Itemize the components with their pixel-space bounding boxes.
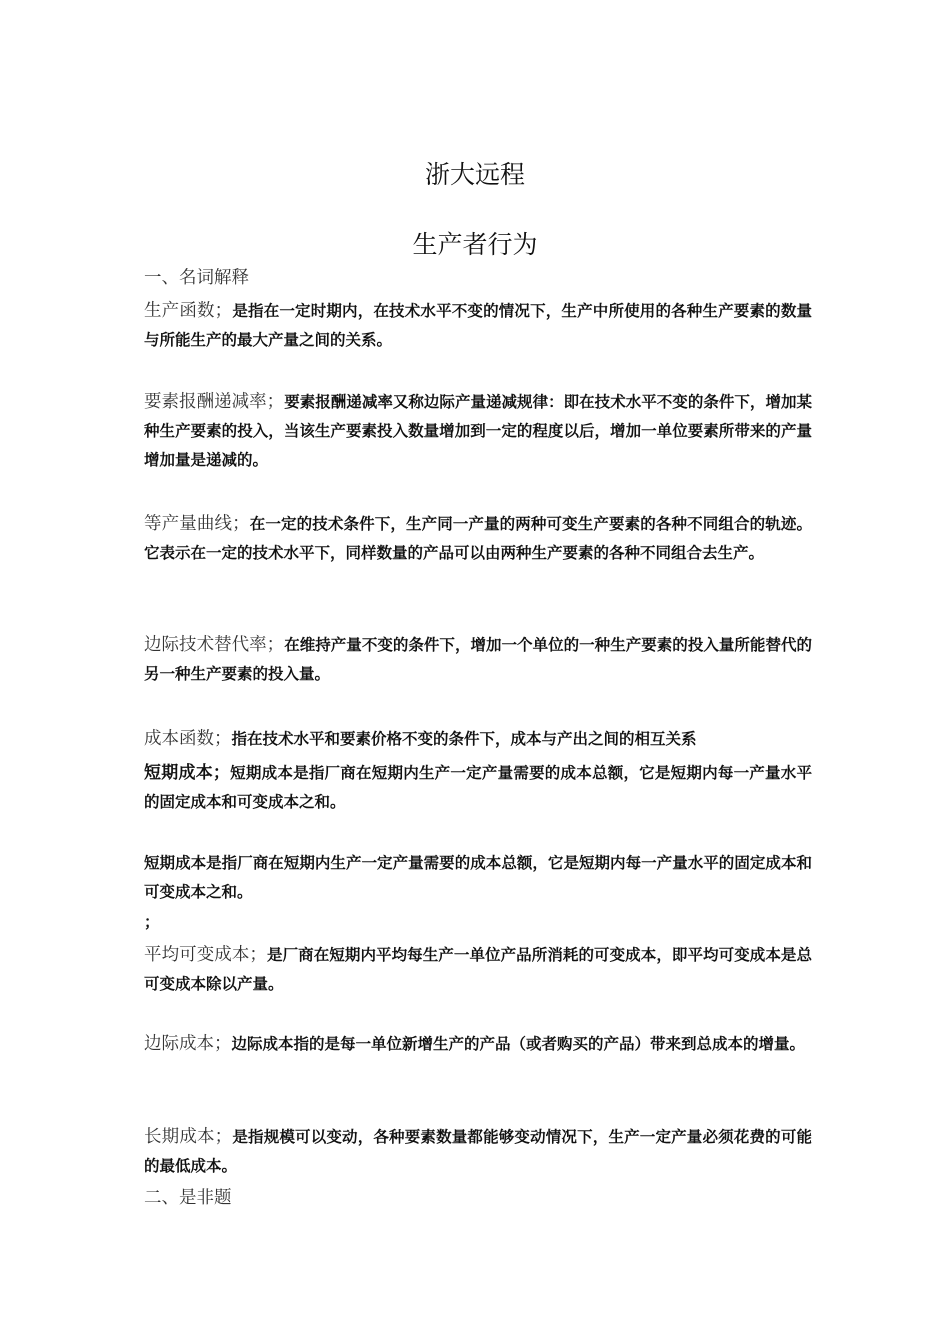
definition-term: 长期成本； [144,1127,233,1147]
definition-term: 成本函数； [144,729,232,749]
definition-short-run-cost-repeat [144,849,812,907]
definition-text: 是厂商在短期内平均每生产一单位产品所消耗的可变成本，即平均可变成本是总可变成本除以产量。 [144,946,812,993]
definition-term: 等产量曲线； [144,514,250,534]
definition-paragraph [144,849,812,907]
definition-paragraph [144,908,812,937]
definition-text: 是指规模可以变动，各种要素数量都能够变动情况下，生产一定产量必须花费的可能的最低成本。 [144,1128,812,1175]
definition-production-function [144,297,812,355]
definition-paragraph [144,941,812,999]
definition-long-run-cost [144,1123,812,1181]
definition-paragraph [144,1123,812,1181]
section-heading-text: 一、名词解释 [144,268,249,288]
section-heading-1 [144,264,812,292]
definition-term: 要素报酬递减率； [144,392,285,412]
definition-text: 在一定的技术条件下，生产同一产量的两种可变生产要素的各种不同组合的轨迹。它表示在一定的技术水平下，同样数量的产品可以由两种生产要素的各种不同组合去生产。 [144,515,812,562]
definition-text: 短期成本是指厂商在短期内生产一定产量需要的成本总额，它是短期内每一产量水平的固定成本和可变成本之和。 [144,764,812,811]
definition-text: 在维持产量不变的条件下，增加一个单位的一种生产要素的投入量所能替代的另一种生产要素的投入量。 [144,636,812,683]
definition-paragraph [144,631,812,689]
definition-text: 要素报酬递减率又称边际产量递减规律：即在技术水平不变的条件下，增加某种生产要素的投入，当该生产要素投入数量增加到一定的程度以后，增加一单位要素所带来的产量增加量是递减的。 [144,393,812,469]
definition-term: 生产函数； [144,301,233,321]
definition-text: ； [144,913,160,931]
definition-term: 边际成本； [144,1034,232,1054]
definition-paragraph [144,725,812,754]
definition-term: 短期成本； [144,763,230,783]
definition-term: 平均可变成本； [144,945,267,965]
definition-mrts [144,631,812,689]
definition-cost-function [144,725,812,754]
definition-isoquant [144,510,812,568]
stray-semicolon-line [144,908,812,937]
definition-paragraph [144,759,812,817]
definition-text: 边际成本指的是每一单位新增生产的产品（或者购买的产品）带来到总成本的增量。 [231,1035,806,1053]
definition-short-run-cost [144,759,812,817]
definition-diminishing-returns [144,388,812,475]
definition-text: 短期成本是指厂商在短期内生产一定产量需要的成本总额，它是短期内每一产量水平的固定成本和可变成本之和。 [144,854,812,901]
definition-text: 指在技术水平和要素价格不变的条件下，成本与产出之间的相互关系 [231,730,697,748]
definition-paragraph [144,1030,812,1059]
section-heading-text: 二、是非题 [144,1188,232,1208]
chapter-title: 生产者行为 [412,230,538,259]
definition-avc [144,941,812,999]
definition-paragraph [144,510,812,568]
section-heading-2 [144,1184,812,1212]
definition-term: 边际技术替代率； [144,635,285,655]
definition-paragraph [144,297,812,355]
definition-paragraph [144,388,812,475]
document-title: 浙大远程 [424,160,525,189]
definition-marginal-cost [144,1030,812,1059]
definition-text: 是指在一定时期内，在技术水平不变的情况下，生产中所使用的各种生产要素的数量与所能生产的最大产量之间的关系。 [144,302,812,349]
